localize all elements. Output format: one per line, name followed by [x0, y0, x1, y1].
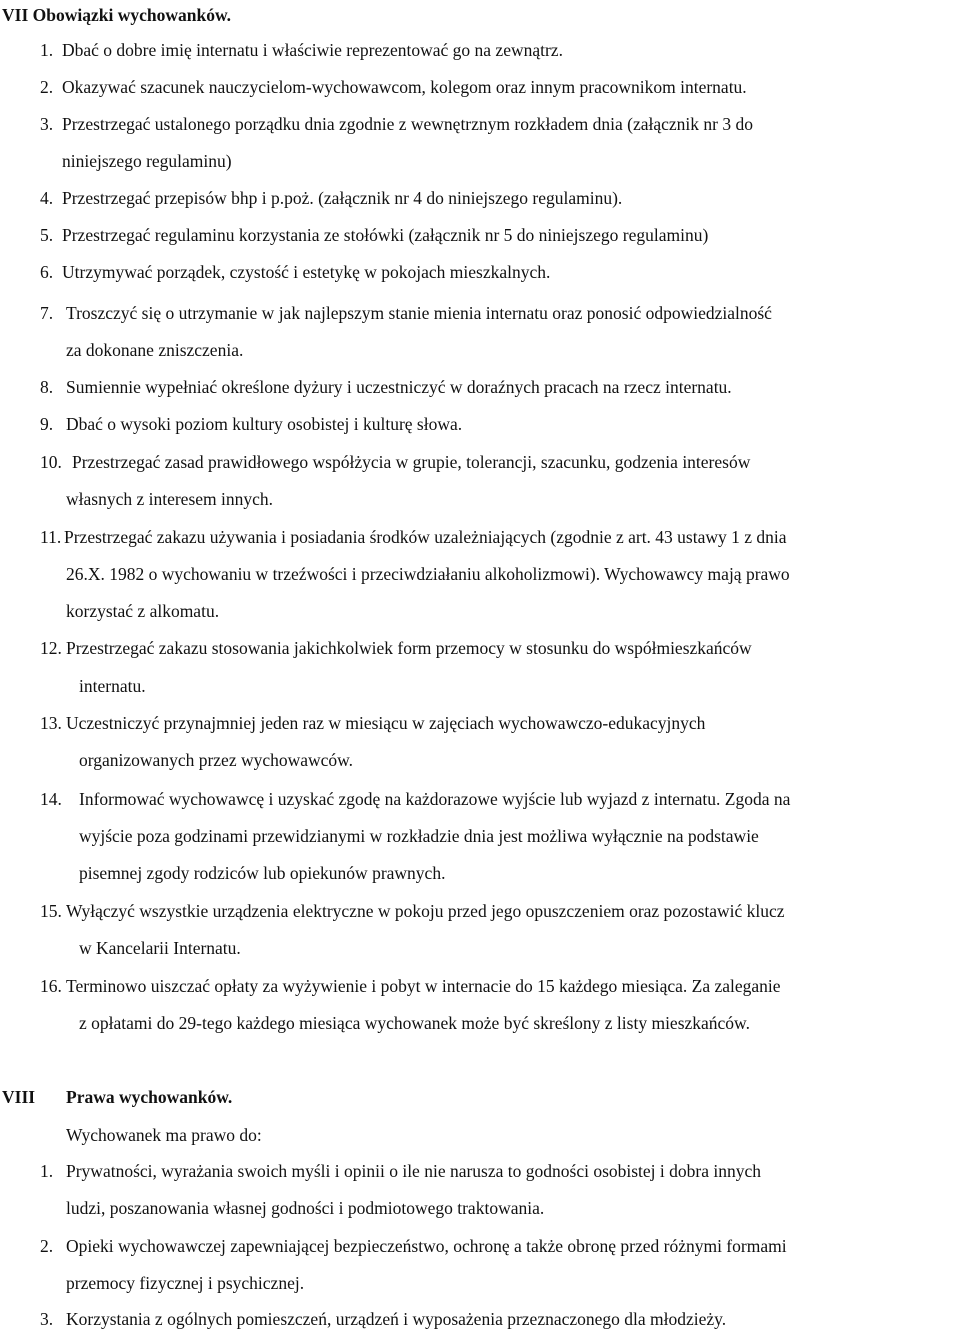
section-8-heading: Prawa wychowanków. [66, 1087, 233, 1107]
list-item-number: 7. [40, 303, 54, 323]
list-item-text: Opieki wychowawczej zapewniającej bezpieczeństwo, ochronę a także obronę przed różnymi formami [66, 1236, 787, 1256]
list-item-text: ludzi, poszanowania własnej godności i podmiotowego traktowania. [66, 1198, 545, 1218]
list-item-text: Utrzymywać porządek, czystość i estetykę w pokojach mieszkalnych. [62, 262, 551, 282]
list-item-text: internatu. [79, 676, 146, 696]
section-8-roman-numeral: VIII [2, 1087, 36, 1107]
list-item-number: 13. [40, 713, 62, 733]
list-item-text: Terminowo uiszczać opłaty za wyżywienie i pobyt w internacie do 15 każdego miesiąca. Za zaleganie [66, 976, 781, 996]
list-item-text: z opłatami do 29-tego każdego miesiąca wychowanek może być skreślony z listy mieszkańców. [79, 1013, 750, 1033]
list-item-text: Przestrzegać zasad prawidłowego współżycia w grupie, tolerancji, szacunku, godzenia interesów [72, 452, 751, 472]
list-item-text: Uczestniczyć przynajmniej jeden raz w miesiącu w zajęciach wychowawczo-edukacyjnych [66, 713, 706, 733]
list-item-number: 11. [40, 527, 62, 547]
list-item-number: 3. [40, 114, 54, 134]
list-item-text: korzystać z alkomatu. [66, 601, 220, 621]
list-item-number: 6. [40, 262, 54, 282]
list-item-text: Informować wychowawcę i uzyskać zgodę na każdorazowe wyjście lub wyjazd z internatu. Zgoda na [79, 789, 791, 809]
list-item-text: organizowanych przez wychowawców. [79, 750, 354, 770]
list-item-number: 15. [40, 901, 62, 921]
list-item-text: Przestrzegać zakazu stosowania jakichkolwiek form przemocy w stosunku do współmieszkańców [66, 638, 752, 658]
list-item-text: Troszczyć się o utrzymanie w jak najlepszym stanie mienia internatu oraz ponosić odpowiedzialność [66, 303, 772, 323]
list-item-text: Prywatności, wyrażania swoich myśli i opinii o ile nie narusza to godności osobistej i dobra innych [66, 1161, 762, 1181]
section-8-intro: Wychowanek ma prawo do: [66, 1125, 262, 1145]
list-item-text: Sumiennie wypełniać określone dyżury i uczestniczyć w doraźnych pracach na rzecz internatu. [66, 377, 732, 397]
list-item-text: 26.X. 1982 o wychowaniu w trzeźwości i przeciwdziałaniu alkoholizmowi). Wychowawcy mają prawo [66, 564, 790, 584]
list-item-number: 14. [40, 789, 62, 809]
list-item-text: wyjście poza godzinami przewidzianymi w rozkładzie dnia jest możliwa wyłącznie na podstawie [79, 826, 759, 846]
list-item-number: 8. [40, 377, 54, 397]
list-item-text: Przestrzegać zakazu używania i posiadania środków uzależniających (zgodnie z art. 43 ustawy 1 z dnia [64, 527, 787, 547]
list-item-text: Korzystania z ogólnych pomieszczeń, urządzeń i wyposażenia przeznaczonego dla młodzieży. [66, 1309, 727, 1329]
list-item-text: Przestrzegać przepisów bhp i p.poż. (załącznik nr 4 do niniejszego regulaminu). [62, 188, 623, 208]
list-item-number: 2. [40, 1236, 54, 1256]
list-item-number: 12. [40, 638, 62, 658]
list-item-number: 2. [40, 77, 54, 97]
list-item-number: 4. [40, 188, 54, 208]
list-item-text: pisemnej zgody rodziców lub opiekunów prawnych. [79, 863, 446, 883]
list-item-number: 9. [40, 414, 54, 434]
list-item-text: za dokonane zniszczenia. [66, 340, 244, 360]
list-item-text: Przestrzegać regulaminu korzystania ze stołówki (załącznik nr 5 do niniejszego regulaminu) [62, 225, 709, 245]
list-item-number: 10. [40, 452, 62, 472]
list-item-text: Przestrzegać ustalonego porządku dnia zgodnie z wewnętrznym rozkładem dnia (załącznik nr 3 do [62, 114, 753, 134]
list-item-text: Okazywać szacunek nauczycielom-wychowawcom, kolegom oraz innym pracownikom internatu. [62, 77, 747, 97]
list-item-text: Dbać o dobre imię internatu i właściwie reprezentować go na zewnątrz. [62, 40, 563, 60]
list-item-text: Dbać o wysoki poziom kultury osobistej i kulturę słowa. [66, 414, 463, 434]
list-item-text: przemocy fizycznej i psychicznej. [66, 1273, 305, 1293]
list-item-number: 1. [40, 1161, 54, 1181]
list-item-number: 1. [40, 40, 54, 60]
list-item-number: 3. [40, 1309, 54, 1329]
list-item-text: Wyłączyć wszystkie urządzenia elektryczne w pokoju przed jego opuszczeniem oraz pozostawić klucz [66, 901, 785, 921]
list-item-text: w Kancelarii Internatu. [79, 938, 241, 958]
list-item-text: niniejszego regulaminu) [62, 151, 232, 171]
section-7-heading: VII Obowiązki wychowanków. [2, 5, 232, 25]
list-item-number: 16. [40, 976, 62, 996]
list-item-text: własnych z interesem innych. [66, 489, 274, 509]
list-item-number: 5. [40, 225, 54, 245]
